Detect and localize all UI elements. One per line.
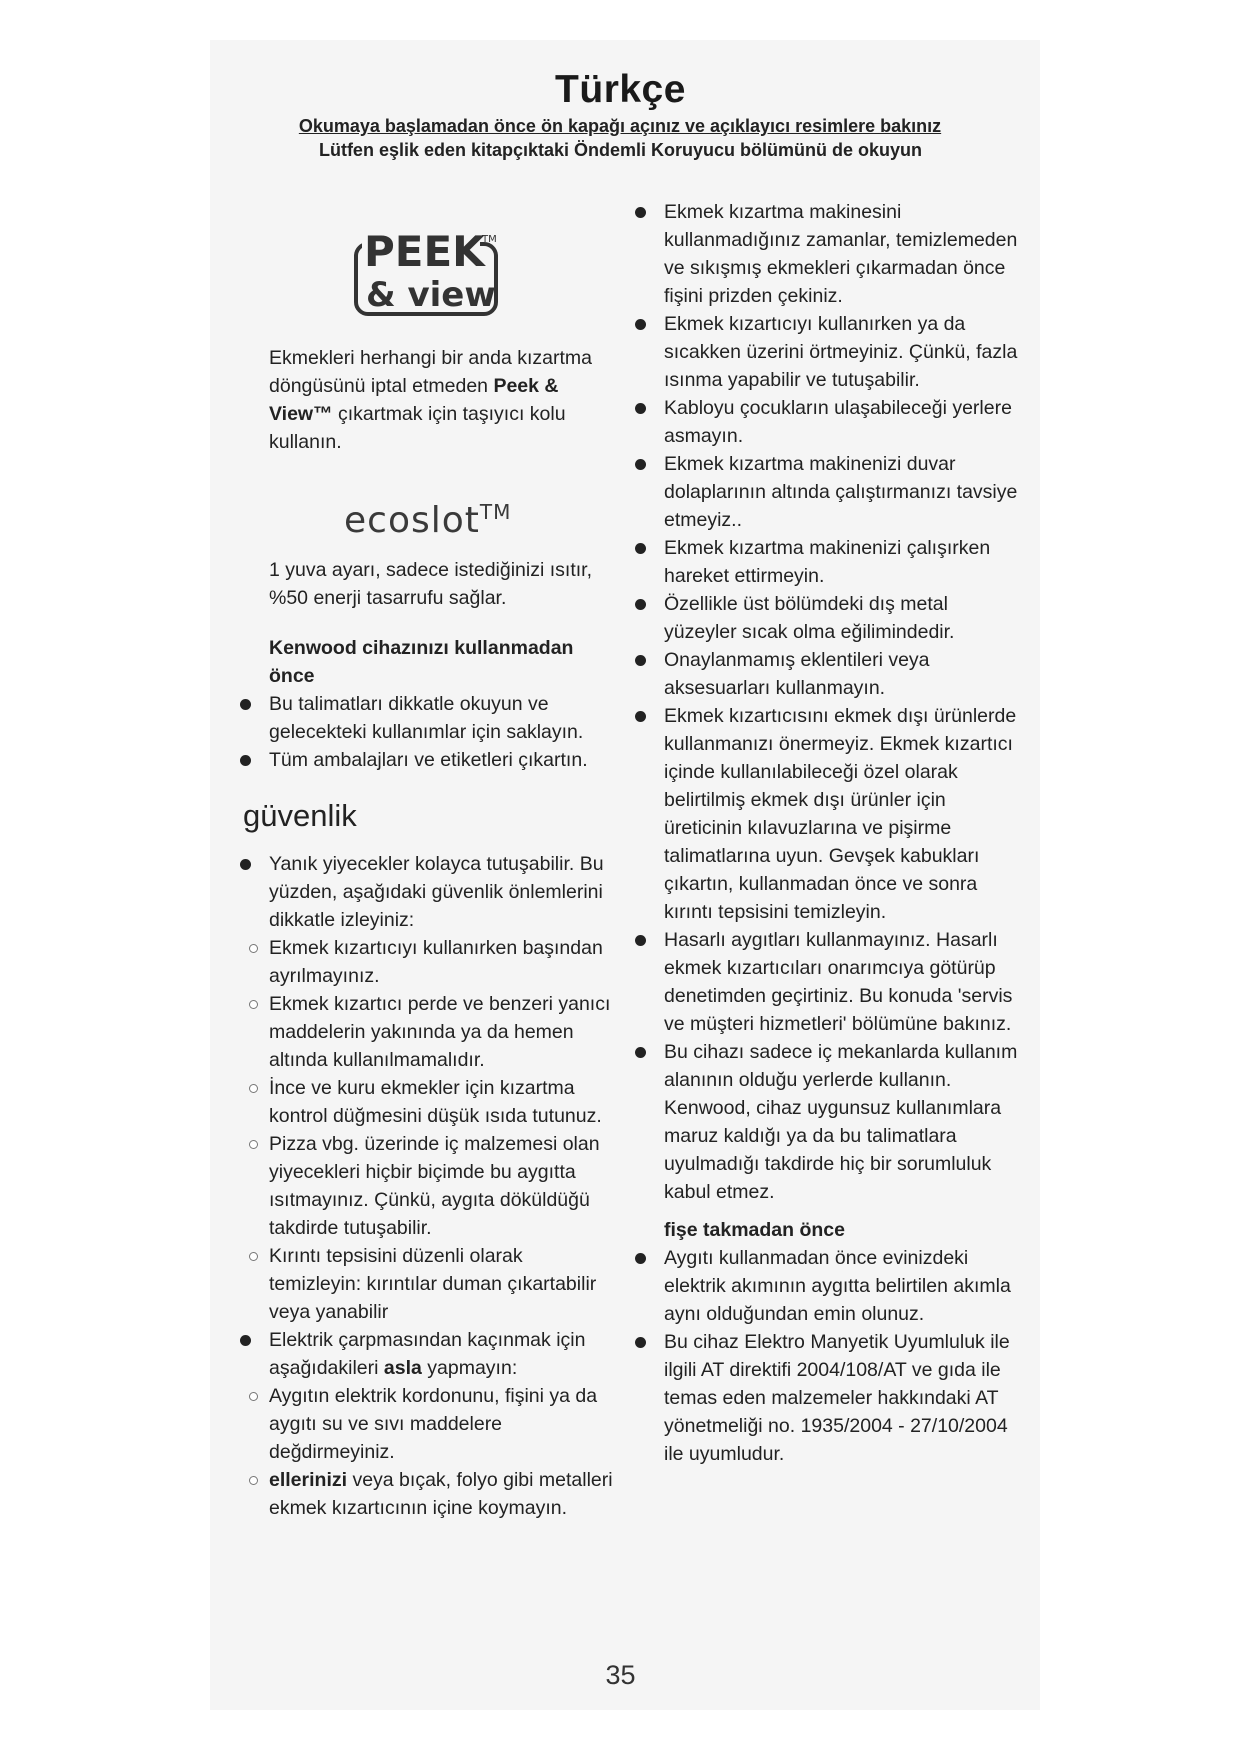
ecoslot-logo-tm: TM xyxy=(479,500,512,524)
safety-item: Hasarlı aygıtları kullanmayınız. Hasarlı ekmek kızartıcıları onarımcıya götürüp denetimden geçirtiniz. Bu konuda 'servis ve müşteri hizmetleri' bölümüne bakınız. xyxy=(638,926,1018,1038)
safety-item: Ekmek kızartma makinesini kullanmadığınız zamanlar, temizlemeden ve sıkışmış ekmekleri çıkarmadan önce fişini prizden çekiniz. xyxy=(638,198,1018,310)
safety-item: Bu cihazı sadece iç mekanlarda kullanım alanının olduğu yerlerde kullanın. Kenwood, cihaz uygunsuz kullanımlara maruz kaldığı ya da bu talimatlara uyulmadığı takdirde hiç bir sorumluluk kabul etmez. xyxy=(638,1038,1018,1206)
electric-shock-item: Elektrik çarpmasından kaçınmak için aşağıdakileri asla yapmayın: xyxy=(243,1326,613,1382)
safety-item: Özellikle üst bölümdeki dış metal yüzeyler sıcak olma eğilimindedir. xyxy=(638,590,1018,646)
front-cover-notice: Okumaya başlamadan önce ön kapağı açınız ve açıklayıcı resimlere bakınız xyxy=(298,116,942,136)
hands-emphasis: ellerinizi xyxy=(269,1469,348,1491)
electric-shock-subitem: Aygıtın elektrik kordonunu, fişini ya da aygıtı su ve sıvı maddelere değdirmeyiniz. xyxy=(243,1382,613,1466)
before-plugging-heading: fişe takmadan önce xyxy=(664,1219,845,1241)
safety-item: Ekmek kızartıcıyı kullanırken ya da sıcakken üzerini örtmeyiniz. Çünkü, fazla ısınma yapabilir ve tutuşabilir. xyxy=(638,310,1018,394)
peek-description-bold: Peek & View™ xyxy=(269,375,559,425)
left-column xyxy=(243,344,613,1522)
safety-booklet-notice: Lütfen eşlik eden kitapçıktaki Öndemli Koruyucu bölümünü de okuyun xyxy=(318,140,923,160)
view-logo-text: & view xyxy=(366,275,496,315)
before-use-item: Tüm ambalajları ve etiketleri çıkartın. xyxy=(243,746,613,774)
safety-item: Onaylanmamış eklentileri veya aksesuarları kullanmayın. xyxy=(638,646,1018,702)
safety-intro: Yanık yiyecekler kolayca tutuşabilir. Bu yüzden, aşağıdaki güvenlik önlemlerini dikkatle izleyiniz: xyxy=(243,850,613,934)
electric-shock-subitem: ellerinizi veya bıçak, folyo gibi metalleri ekmek kızartıcının içine koymayın. xyxy=(243,1466,613,1522)
before-plugging-item: Bu cihaz Elektro Manyetik Uyumluluk ile ilgili AT direktifi 2004/108/AT ve gıda ile temas eden malzemeler hakkındaki AT yönetmeliği no. 1935/2004 - 27/10/2004 ile uyumludur. xyxy=(638,1328,1018,1468)
never-emphasis: asla xyxy=(383,1357,422,1379)
right-column xyxy=(638,198,1018,1468)
before-use-heading: Kenwood cihazınızı kullanmadan önce xyxy=(269,637,574,687)
peek-description: Ekmekleri herhangi bir anda kızartma döngüsünü iptal etmeden Peek & View™ çıkartmak için taşıyıcı kolu kullanın. xyxy=(269,347,592,453)
peek-logo-text: PEEK xyxy=(364,227,485,276)
before-use-item: Bu talimatları dikkatle okuyun ve gelecekteki kullanımlar için saklayın. xyxy=(243,690,613,746)
safety-item: Ekmek kızartıcısını ekmek dışı ürünlerde kullanmanızı önermeyiz. Ekmek kızartıcı içinde kullanılabileceği özel olarak belirtilmiş ekmek dışı ürünler için üreticinin kılavuzlarına ve pişirme talimatlarına uyun. Gevşek kabukları çıkartın, kullanmadan önce ve sonra kırıntı tepsisini temizleyin. xyxy=(638,702,1018,926)
peek-and-view-logo xyxy=(352,214,502,318)
ecoslot-description: 1 yuva ayarı, sadece istediğinizi ısıtır, %50 enerji tasarrufu sağlar. xyxy=(269,559,592,609)
safety-heading: güvenlik xyxy=(243,798,357,833)
peek-logo-tm: TM xyxy=(482,234,497,245)
safety-item: Kabloyu çocukların ulaşabileceği yerlere asmayın. xyxy=(638,394,1018,450)
safety-subitem: Ekmek kızartıcı perde ve benzeri yanıcı maddelerin yakınında ya da hemen altında kullanılmamalıdır. xyxy=(243,990,613,1074)
safety-subitem: Kırıntı tepsisini düzenli olarak temizleyin: kırıntılar duman çıkartabilir veya yanabilir xyxy=(243,1242,613,1326)
safety-subitem: Pizza vbg. üzerinde iç malzemesi olan yiyecekleri hiçbir biçimde bu aygıtta ısıtmayınız. Çünkü, aygıta döküldüğü takdirde tutuşabilir. xyxy=(243,1130,613,1242)
page-number: 35 xyxy=(605,1660,636,1690)
safety-subitem: Ekmek kızartıcıyı kullanırken başından ayrılmayınız. xyxy=(243,934,613,990)
safety-subitem: İnce ve kuru ekmekler için kızartma kontrol düğmesini düşük ısıda tutunuz. xyxy=(243,1074,613,1130)
safety-item: Ekmek kızartma makinenizi duvar dolaplarının altında çalıştırmanızı tavsiye etmeyiz.. xyxy=(638,450,1018,534)
ecoslot-logo-text: ecoslot xyxy=(344,500,480,541)
page-title: Türkçe xyxy=(555,68,686,111)
before-plugging-item: Aygıtı kullanmadan önce evinizdeki elektrik akımının aygıtta belirtilen akımla aynı olduğundan emin olunuz. xyxy=(638,1244,1018,1328)
safety-item: Ekmek kızartma makinenizi çalışırken hareket ettirmeyin. xyxy=(638,534,1018,590)
